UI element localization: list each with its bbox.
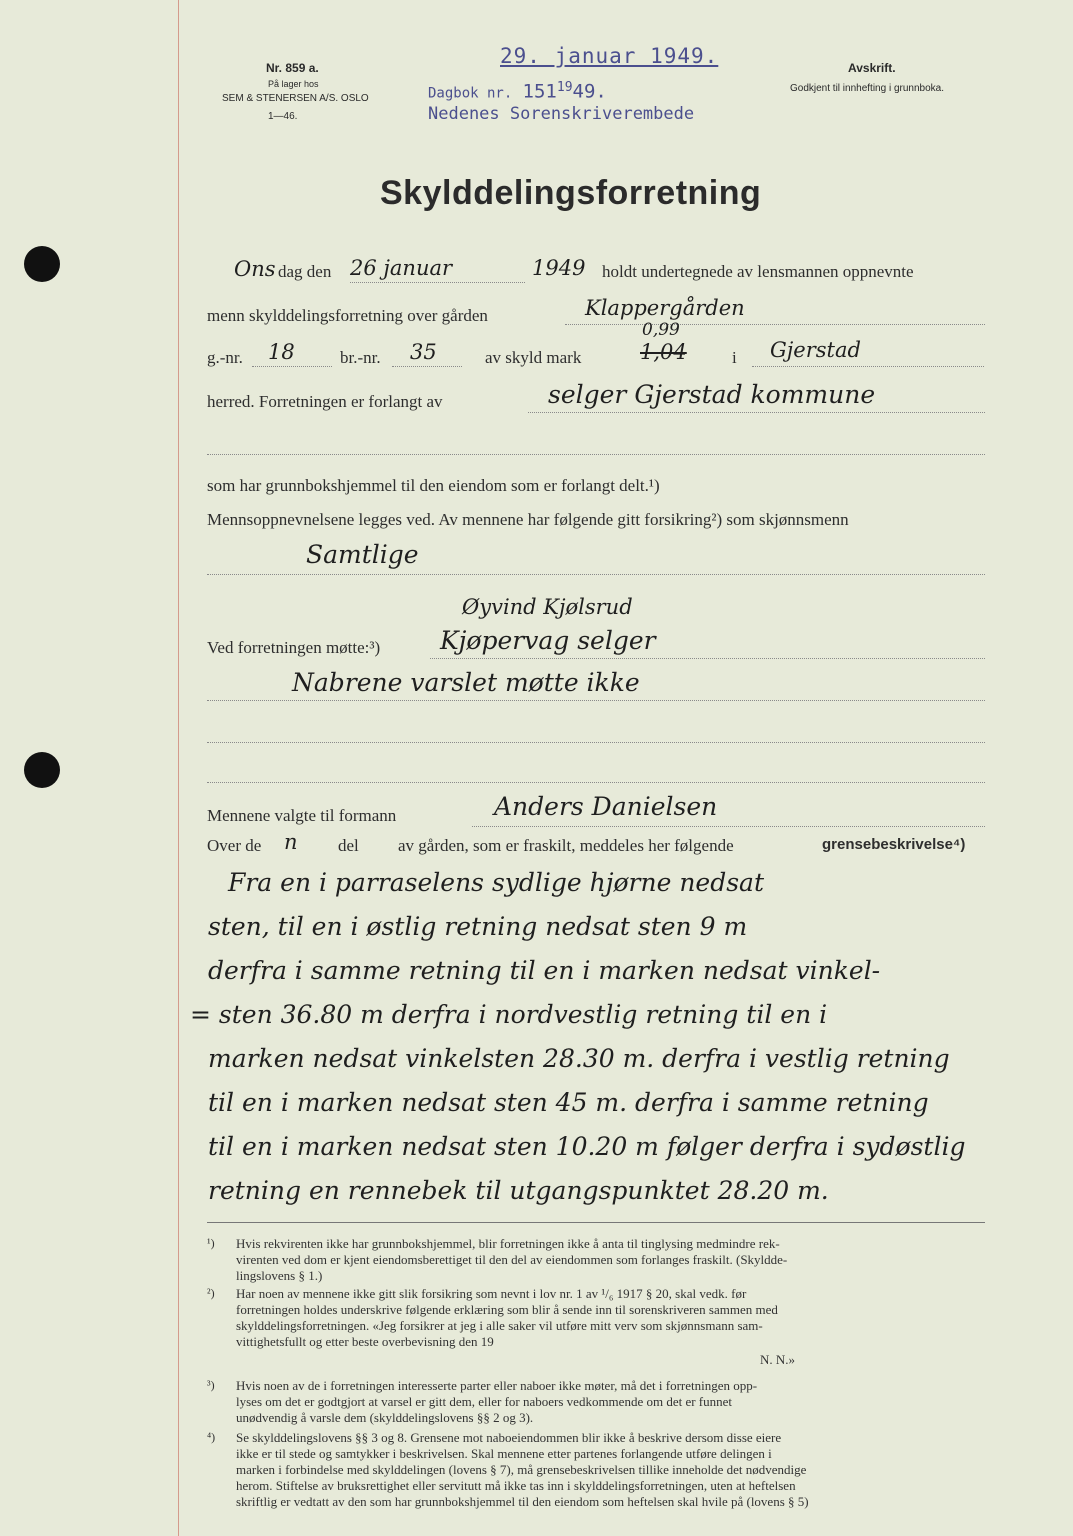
over-label-2: del: [338, 836, 359, 855]
i-label: i: [732, 348, 737, 367]
dagbok-value: 151: [522, 80, 557, 103]
gnr-handwritten: 18: [268, 340, 295, 364]
office-stamp: Nedenes Sorenskriverembede: [428, 104, 695, 124]
footnote-2-line: vittighetsfullt og etter beste overbevisning den 19: [236, 1334, 494, 1349]
over-handwritten: n: [284, 830, 298, 854]
dagbok-year-prefix: 19: [556, 80, 573, 95]
punch-hole-top: [24, 246, 60, 282]
dots-date: [350, 282, 525, 283]
day-handwritten: Ons: [234, 257, 276, 281]
grense-label: grensebeskrivelse⁴): [822, 836, 966, 853]
description-line: Fra en i parraselens sydlige hjørne nedsat: [228, 868, 765, 897]
description-line: = sten 36.80 m derfra i nordvestlig retning til en i: [190, 1000, 828, 1029]
dots-municipality: [752, 366, 984, 367]
dots-attendee: [430, 658, 985, 659]
day-label: dag den: [278, 262, 332, 281]
dagbok-label: Dagbok nr.: [428, 85, 513, 102]
footnote-4-line: Se skylddelingslovens §§ 3 og 8. Grensene mot naboeiendommen blir ikke å beskrive dersom disse eiere: [236, 1430, 782, 1445]
skyld-label: av skyld mark: [485, 348, 582, 367]
municipality-handwritten: Gjerstad: [770, 338, 861, 362]
footnote-2-number: ²): [207, 1286, 215, 1300]
footnote-4-line: herom. Stiftelse av bruksrettighet eller servitutt må ikke tas inn i skylddelingsforretningen, uten at heftelsen: [236, 1478, 796, 1493]
footnote-3-line: Hvis noen av de i forretningen interesserte parter eller naboer ikke møter, må det i forretningen opp-: [236, 1378, 758, 1393]
dots-formann: [472, 826, 985, 827]
description-line: til en i marken nedsat sten 45 m. derfra i samme retning: [208, 1088, 929, 1117]
dots-blank-2: [207, 782, 985, 783]
document-title: Skylddelingsforretning: [380, 174, 762, 212]
description-line: retning en rennebek til utgangspunktet 28.20 m.: [208, 1176, 829, 1205]
farm-label: menn skylddelingsforretning over gården: [207, 306, 488, 325]
footnote-1-line: lingslovens § 1.): [236, 1268, 323, 1283]
margin-line: [178, 0, 179, 1536]
skyld-corrected: 0,99: [642, 320, 680, 340]
footnote-2-line: skylddelingsforretningen. «Jeg forsikrer at jeg i alle saker vil utføre mitt verv som skjønnsmann sam-: [236, 1318, 763, 1333]
description-line: sten, til en i østlig retning nedsat sten 9 m: [208, 912, 748, 941]
dagbok-stamp: [428, 80, 607, 103]
footnote-1-line: Hvis rekvirenten ikke har grunnbokshjemmel, blir forretningen ikke å anta til tinglysing medmindre rek-: [236, 1236, 780, 1251]
year-handwritten: 1949: [532, 256, 586, 280]
herred-label: herred. Forretningen er forlangt av: [207, 392, 443, 411]
footnote-1-number: ¹): [207, 1236, 215, 1250]
bnr-label: br.-nr.: [340, 348, 381, 367]
dots-bnr: [392, 366, 462, 367]
footnote-2-line: forretningen holdes underskrive følgende erklæring som blir å sende inn til sorenskriveren sammen med: [236, 1302, 778, 1317]
copy-label: Avskrift.: [848, 61, 896, 75]
description-line: marken nedsat vinkelsten 28.30 m. derfra i vestlig retning: [208, 1044, 950, 1073]
date-stamp: 29. januar 1949.: [500, 44, 719, 68]
dots-blank-1: [207, 742, 985, 743]
attendee-handwritten: Kjøpervag selger: [440, 626, 656, 655]
footnote-4-line: ikke er til stede og samtykker i beskrivelsen. Skal mennene etter partenes forlangende utføre delingen i: [236, 1446, 772, 1461]
forsikring-handwritten: Samtlige: [306, 540, 419, 569]
attendee-above-handwritten: Øyvind Kjølsrud: [462, 595, 633, 619]
dots-gnr: [252, 366, 332, 367]
approval-text: Godkjent til innhefting i grunnboka.: [790, 83, 944, 94]
gnr-label: g.-nr.: [207, 348, 243, 367]
formann-handwritten: Anders Danielsen: [494, 792, 718, 821]
publisher-line-1: På lager hos: [268, 79, 319, 89]
punch-hole-bottom: [24, 752, 60, 788]
publisher-line-2: SEM & STENERSEN A/S. OSLO: [222, 93, 369, 104]
dots-requester: [528, 412, 985, 413]
publisher-line-3: 1—46.: [268, 111, 298, 122]
formann-label: Mennene valgte til formann: [207, 806, 397, 825]
bnr-handwritten: 35: [410, 340, 437, 364]
date-handwritten: 26 januar: [350, 256, 453, 280]
description-line: til en i marken nedsat sten 10.20 m følger derfra i sydøstlig: [208, 1132, 966, 1161]
naboer-handwritten: Nabrene varslet møtte ikke: [292, 668, 640, 697]
form-number: Nr. 859 a.: [266, 61, 319, 75]
footnote-4-line: marken i forbindelse med skylddelingen (lovens § 7), må grensebeskrivelsen tillike inneholde det nødvendige: [236, 1462, 807, 1477]
hjemmel-text: som har grunnbokshjemmel til den eiendom som er forlangt delt.¹): [207, 476, 660, 495]
footnote-3-line: lyses om det er godtgjort at varsel er gitt dem, eller for naboers vedkommende om det er funnet: [236, 1394, 733, 1409]
over-label-1: Over de: [207, 836, 262, 855]
footnote-3-number: ³): [207, 1378, 215, 1392]
mennsopp-text: Mennsoppnevnelsene legges ved. Av mennene har følgende gitt forsikring²) som skjønnsmenn: [207, 510, 849, 529]
footnote-2-line: Har noen av mennene ikke gitt slik forsikring som nevnt i lov nr. 1 av ¹/₆ 1917 § 20, skal vedk. før: [236, 1286, 747, 1301]
farm-handwritten: Klappergården: [585, 296, 745, 320]
dots-farm: [565, 324, 985, 325]
footnote-2-signature: N. N.»: [760, 1352, 796, 1367]
dots-forsikring: [207, 574, 985, 575]
skyld-struck: 1,04: [640, 340, 687, 364]
footnote-4-line: skriftlig er vedtatt av den som har grunnbokshjemmel til den eiendom som heftelsen skal hvile på (lovens § 5): [236, 1494, 809, 1509]
footnote-1-line: virenten ved dom er kjent eiendomsberettiget til den del av eiendommen som forlanges fraskilt. (Skyldde-: [236, 1252, 788, 1267]
description-line: derfra i samme retning til en i marken nedsat vinkel-: [208, 956, 881, 985]
requester-handwritten: selger Gjerstad kommune: [548, 380, 876, 409]
mote-label: Ved forretningen møtte:³): [207, 638, 381, 657]
held-text: holdt undertegnede av lensmannen oppnevnte: [602, 262, 914, 281]
dagbok-year: 49.: [572, 80, 607, 103]
over-label-3: av gården, som er fraskilt, meddeles her følgende: [398, 836, 734, 855]
dots-naboer: [207, 700, 985, 701]
footnote-4-number: ⁴): [207, 1430, 216, 1444]
dots-requester-2: [207, 454, 985, 455]
footnote-3-line: unødvendig å varsle dem (skylddelingslovens §§ 2 og 3).: [236, 1410, 534, 1425]
footnote-separator: [207, 1222, 985, 1223]
